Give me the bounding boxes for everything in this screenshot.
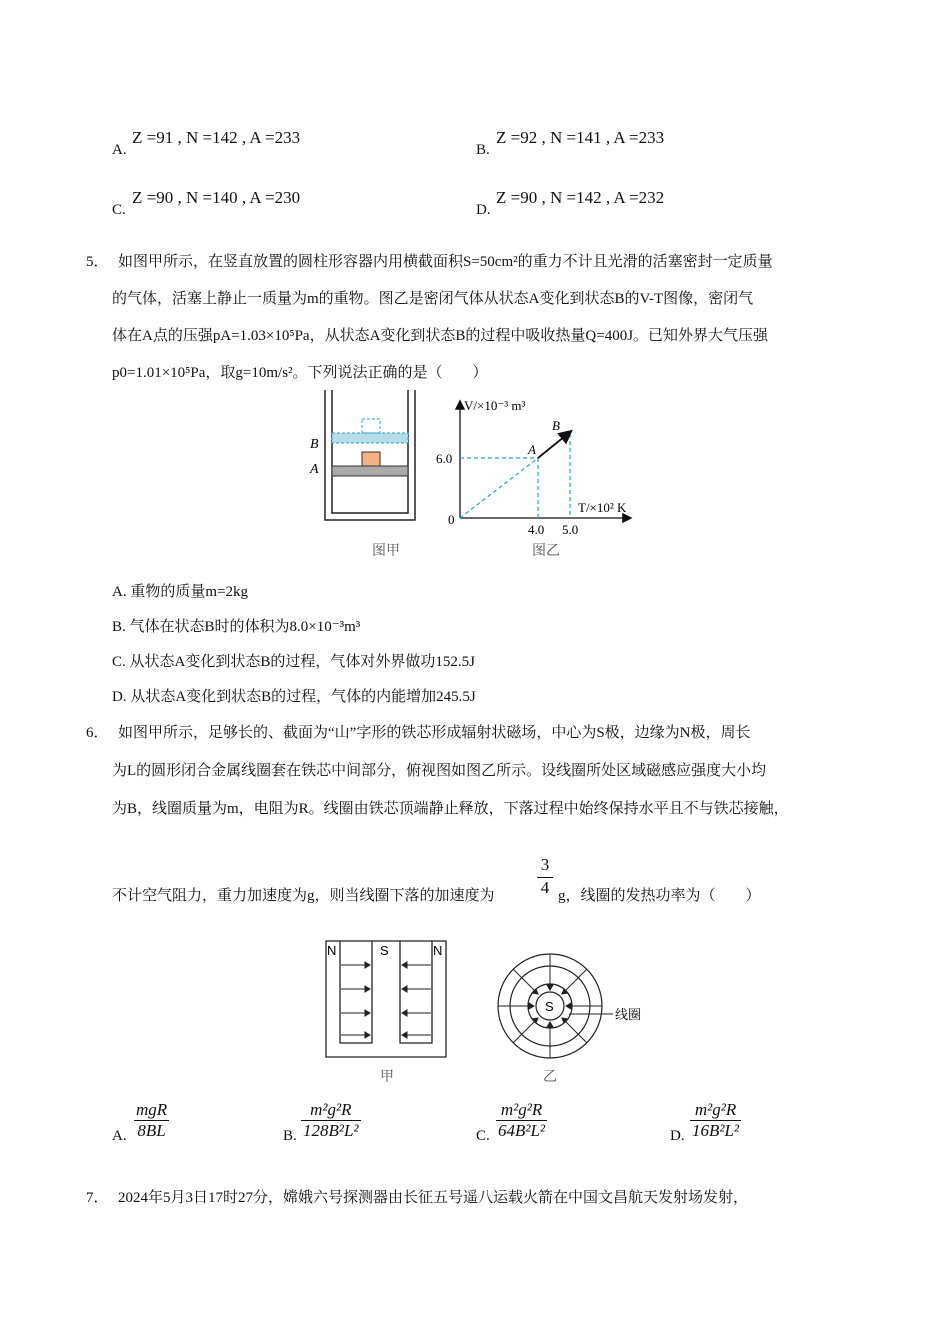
option-numerator: mgR [136,1100,168,1119]
q6-stem-line-5: g，线圈的发热功率为（ ） [558,888,761,904]
q6-stem-line-3: 为B，线圈质量为m，电阻为R。线圈由铁芯顶端静止释放，下落过程中始终保持水平且不与铁芯接触， [112,801,789,817]
label-a: A [310,462,319,477]
x-tick-4: 4.0 [528,522,545,537]
q5-stem-line-3: 体在A点的压强pA=1.03×10⁵Pa，从状态A变化到状态B的过程中吸收热量Q=400J。已知外界大气压强 [112,328,769,344]
q7-stem-line-1: 2024年5月3日17时27分，嫦娥六号探测器由长征五号遥八运载火箭在中国文昌航天发射场发射， [118,1190,749,1206]
option-denominator: 16B²L² [692,1121,740,1140]
q5-option-b[interactable]: B. 气体在状态B时的体积为8.0×10⁻³m³ [112,619,361,635]
field-arrows [341,962,431,1038]
x-axis-label: T/×10² K [578,500,627,515]
origin-label: 0 [448,512,455,527]
label-b: B [310,437,319,452]
label-s: S [545,999,554,1014]
frac-denominator: 4 [537,877,553,898]
weight-block [362,452,380,466]
option-text: Z =90 , N =140 , A =230 [132,188,301,207]
point-a-label: A [528,442,536,457]
q5-number: 5． [86,254,109,270]
option-label: B. [283,1128,297,1144]
label-n-left: N [327,943,337,958]
option-label: D. [476,202,491,218]
option-text: Z =91 , N =142 , A =233 [132,128,301,147]
option-label: C. [476,1128,490,1144]
option-denominator: 8BL [137,1121,166,1140]
frac-numerator: 3 [540,855,550,874]
piston-a [332,466,408,476]
q5-vt-graph [430,390,660,540]
q5-option-c[interactable]: C. 从状态A变化到状态B的过程，气体对外界做功152.5J [112,654,475,670]
q6-number: 6． [86,725,109,741]
core-outline [326,941,446,1057]
label-n-right: N [433,943,443,958]
q5-figure-container [300,385,440,565]
option-numerator: m²g²R [690,1100,741,1121]
option-label: A. [112,142,127,158]
q6-stem-line-4: 不计空气阻力，重力加速度为g，则当线圈下落的加速度为 [112,888,495,904]
x-tick-5: 5.0 [562,522,579,537]
q7-number: 7． [86,1190,109,1206]
accel-fraction [537,855,553,898]
weight-block-dashed [362,419,380,433]
option-label: D. [670,1128,685,1144]
q5-option-d[interactable]: D. 从状态A变化到状态B的过程，气体的内能增加245.5J [112,689,476,705]
q5-caption-right: 图乙 [532,543,560,559]
y-axis-label: V/×10⁻³ m³ [464,398,526,413]
q6-figure-topview [495,950,665,1065]
piston-b-dashed [332,433,408,443]
q6-caption-right: 乙 [543,1069,557,1085]
q5-stem-line-2: 的气体，活塞上静止一质量为m的重物。图乙是密闭气体从状态A变化到状态B的V-T图像，密闭气 [112,291,754,307]
option-numerator: m²g²R [496,1100,547,1121]
label-s-center: S [380,943,389,958]
option-label: C. [112,202,126,218]
option-label: A. [112,1128,127,1144]
q6-stem-line-2: 为L的圆形闭合金属线圈套在铁芯中间部分，俯视图如图乙所示。设线圈所处区域磁感应强度大小均 [112,763,767,779]
q5-stem-line-1: 如图甲所示，在竖直放置的圆柱形容器内用横截面积S=50cm²的重力不计且光滑的活塞密封一定质量 [118,254,773,270]
option-denominator: 64B²L² [498,1121,546,1140]
coil-label: 线圈 [615,1008,642,1023]
q6-figure-core [318,935,458,1065]
process-a-to-b [538,432,570,458]
q5-option-a[interactable]: A. 重物的质量m=2kg [112,584,248,600]
dashed-origin-to-a [460,458,538,518]
option-denominator: 128B²L² [303,1121,359,1140]
q5-caption-left: 图甲 [372,543,400,559]
q6-caption-left: 甲 [380,1069,394,1085]
point-b-label: B [552,418,560,433]
y-tick-6: 6.0 [436,451,453,466]
q6-stem-line-1: 如图甲所示，足够长的、截面为“山”字形的铁芯形成辐射状磁场，中心为S极，边缘为N极，周长 [118,725,751,741]
option-numerator: m²g²R [301,1100,361,1121]
option-text: Z =90 , N =142 , A =232 [496,188,665,207]
q5-stem-line-4: p0=1.01×10⁵Pa，取g=10m/s²。下列说法正确的是（ ） [112,365,488,381]
option-text: Z =92 , N =141 , A =233 [496,128,665,147]
option-label: B. [476,142,490,158]
